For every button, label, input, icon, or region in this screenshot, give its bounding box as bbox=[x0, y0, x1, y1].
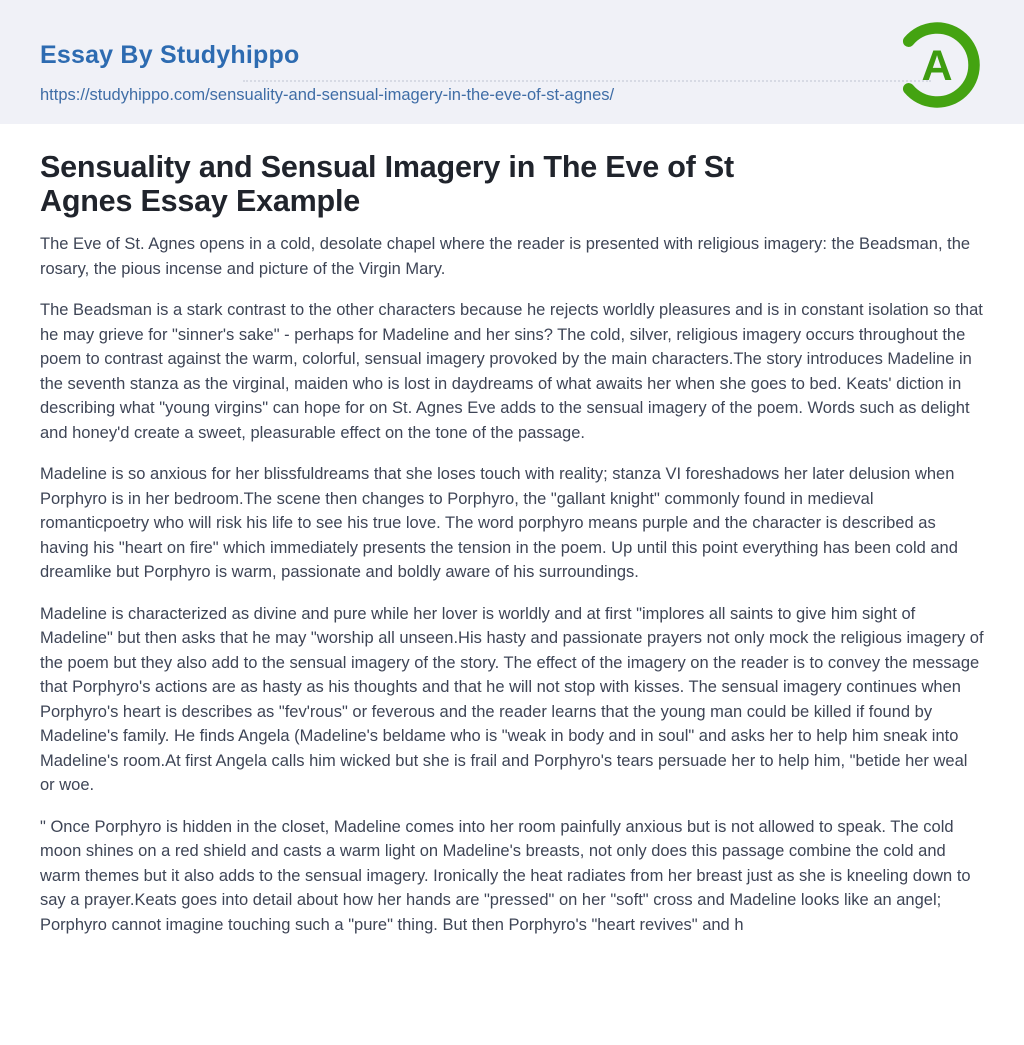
article-paragraph-3: Madeline is so anxious for her blissfuldreams that she loses touch with reality; stanza VI foreshadows her later delusion when Porphyro is in her bedroom.The scene then changes to Porphyro, the "gallant knight" commonly found in medieval romanticpoetry who will risk his life to see his true love. The word porphyro means purple and the character is described as having his "heart on fire" which immediately presents the tension in the poem. Up until this point everything has been cold and dreamlike but Porphyro is warm, passionate and boldly aware of his surroundings. bbox=[40, 465, 958, 581]
page-header bbox=[0, 0, 1024, 124]
article-title-line1: Sensuality and Sensual Imagery in The Eve of St bbox=[40, 150, 735, 184]
article-title-line2: Agnes Essay Example bbox=[40, 184, 361, 218]
article-paragraph-2: The Beadsman is a stark contrast to the other characters because he rejects worldly pleasures and is in constant isolation so that he may grieve for "sinner's sake" - perhaps for Madeline and her sins? The cold, silver, religious imagery occurs throughout the poem to contrast against the warm, colorful, sensual imagery provoked by the main characters.The story introduces Madeline in the seventh stanza as the virginal, maiden who is lost in daydreams of what awaits her when she goes to bed. Keats' diction in describing what "young virgins" can hope for on St. Agnes Eve adds to the sensual imagery of the poem. Words such as delight and honey'd create a sweet, pleasurable effect on the tone of the passage. bbox=[40, 301, 983, 442]
article-title bbox=[40, 150, 984, 218]
article-paragraph-1: The Eve of St. Agnes opens in a cold, desolate chapel where the reader is presented with religious imagery: the Beadsman, the rosary, the pious incense and picture of the Virgin Mary. bbox=[40, 235, 971, 278]
dotted-divider bbox=[243, 80, 931, 82]
site-title: Essay By Studyhippo bbox=[40, 41, 300, 69]
logo-letter: A bbox=[921, 42, 953, 90]
article-paragraph-5: " Once Porphyro is hidden in the closet, Madeline comes into her room painfully anxious but is not allowed to speak. The cold moon shines on a red shield and casts a warm light on Madeline's breasts, not only does this passage combine the cold and warm themes but it also adds to the sensual imagery. Ironically the heat radiates from her breast just as she is kneeling down to say a prayer.Keats goes into detail about how her hands are "pressed" on her "soft" cross and Madeline looks like an angel; Porphyro cannot imagine touching such a "pure" thing. But then Porphyro's "heart revives" and h bbox=[40, 817, 971, 934]
page-url-link[interactable]: https://studyhippo.com/sensuality-and-sensual-imagery-in-the-eve-of-st-agnes/ bbox=[40, 86, 615, 104]
studyhippo-logo-icon bbox=[893, 21, 981, 109]
article-paragraph-4: Madeline is characterized as divine and pure while her lover is worldly and at first "implores all saints to give him sight of Madeline" but then asks that he may "worship all unseen.His hasty and passionate prayers not only mock the religious imagery of the poem but they also add to the sensual imagery of the story. The effect of the imagery on the reader is to convey the message that Porphyro's actions are as hasty as his thoughts and that he will not stop with kisses. The sensual imagery continues when Porphyro's heart is describes as "fev'rous" or feverous and the reader learns that the young man could be killed if found by Madeline's family. He finds Angela (Madeline's beldame who is "weak in body and in soul" and asks her to help him sneak into Madeline's room.At first Angela calls him wicked but she is frail and Porphyro's tears persuade her to help him, "betide her weal or woe. bbox=[40, 604, 984, 794]
article-content bbox=[0, 124, 1024, 937]
